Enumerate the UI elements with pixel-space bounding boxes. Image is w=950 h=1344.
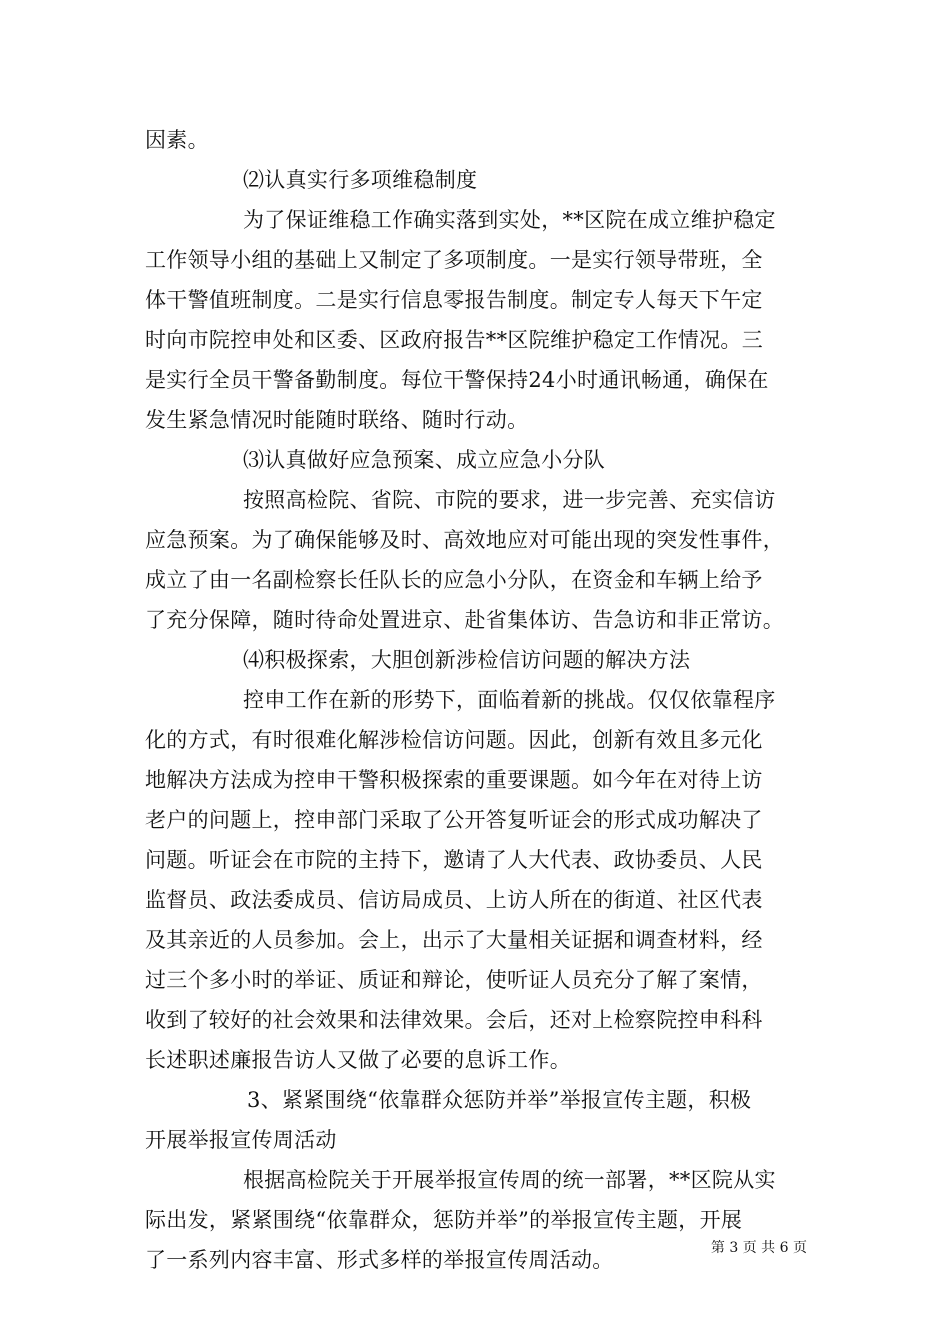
text-line: 成立了由一名副检察长任队长的应急小分队，在资金和车辆上给予	[145, 568, 763, 592]
text-line: 收到了较好的社会效果和法律效果。会后，还对上检察院控申科科	[145, 1008, 763, 1032]
page-number: 第 3 页 共 6 页	[710, 1240, 807, 1256]
text-line: 按照高检院、省院、市院的要求，进一步完善、充实信访	[243, 488, 776, 512]
text-line: 及其亲近的人员参加。会上，出示了大量相关证据和调查材料，经	[145, 928, 763, 952]
text-line: 老户的问题上，控申部门采取了公开答复听证会的形式成功解决了	[145, 808, 763, 832]
text-line: 化的方式，有时很难化解涉检信访问题。因此，创新有效且多元化	[145, 728, 763, 752]
text-line: 了一系列内容丰富、形式多样的举报宣传周活动。	[145, 1248, 614, 1272]
text-line: 监督员、政法委成员、信访局成员、上访人所在的街道、社区代表	[145, 888, 763, 912]
document-body	[145, 120, 810, 1280]
section-heading: ⑵认真实行多项维稳制度	[243, 168, 478, 192]
text-line: 为了保证维稳工作确实落到实处，**区院在成立维护稳定	[243, 208, 776, 232]
text-line: 时向市院控申处和区委、区政府报告**区院维护稳定工作情况。三	[145, 328, 763, 352]
text-line: 体干警值班制度。二是实行信息零报告制度。制定专人每天下午定	[145, 288, 763, 312]
text-line: 际出发，紧紧围绕“依靠群众，惩防并举”的举报宣传主题，开展	[145, 1208, 743, 1232]
text-line: 问题。听证会在市院的主持下，邀请了人大代表、政协委员、人民	[145, 848, 763, 872]
text-line: 控申工作在新的形势下，面临着新的挑战。仅仅依靠程序	[243, 688, 776, 712]
text-line: 工作领导小组的基础上又制定了多项制度。一是实行领导带班，全	[145, 248, 763, 272]
section-heading: 3、紧紧围绕“依靠群众惩防并举”举报宣传主题，积极	[247, 1088, 752, 1112]
text-line: 应急预案。为了确保能够及时、高效地应对可能出现的突发性事件，	[145, 528, 784, 552]
text-line: 发生紧急情况时能随时联络、随时行动。	[145, 408, 529, 432]
text-line: 长述职述廉报告访人又做了必要的息诉工作。	[145, 1048, 571, 1072]
text-line: 了充分保障，随时待命处置进京、赴省集体访、告急访和非正常访。	[145, 608, 784, 632]
text-line: 地解决方法成为控申干警积极探索的重要课题。如今年在对待上访	[145, 768, 763, 792]
text-line: 是实行全员干警备勤制度。每位干警保持24小时通讯畅通，确保在	[145, 368, 769, 392]
text-line: 因素。	[145, 128, 209, 152]
section-heading: ⑷积极探索，大胆创新涉检信访问题的解决方法	[243, 648, 691, 672]
text-line: 过三个多小时的举证、质证和辩论，使听证人员充分了解了案情，	[145, 968, 763, 992]
section-heading-continued: 开展举报宣传周活动	[145, 1128, 337, 1152]
text-line: 根据高检院关于开展举报宣传周的统一部署，**区院从实	[243, 1168, 776, 1192]
section-heading: ⑶认真做好应急预案、成立应急小分队	[243, 448, 606, 472]
